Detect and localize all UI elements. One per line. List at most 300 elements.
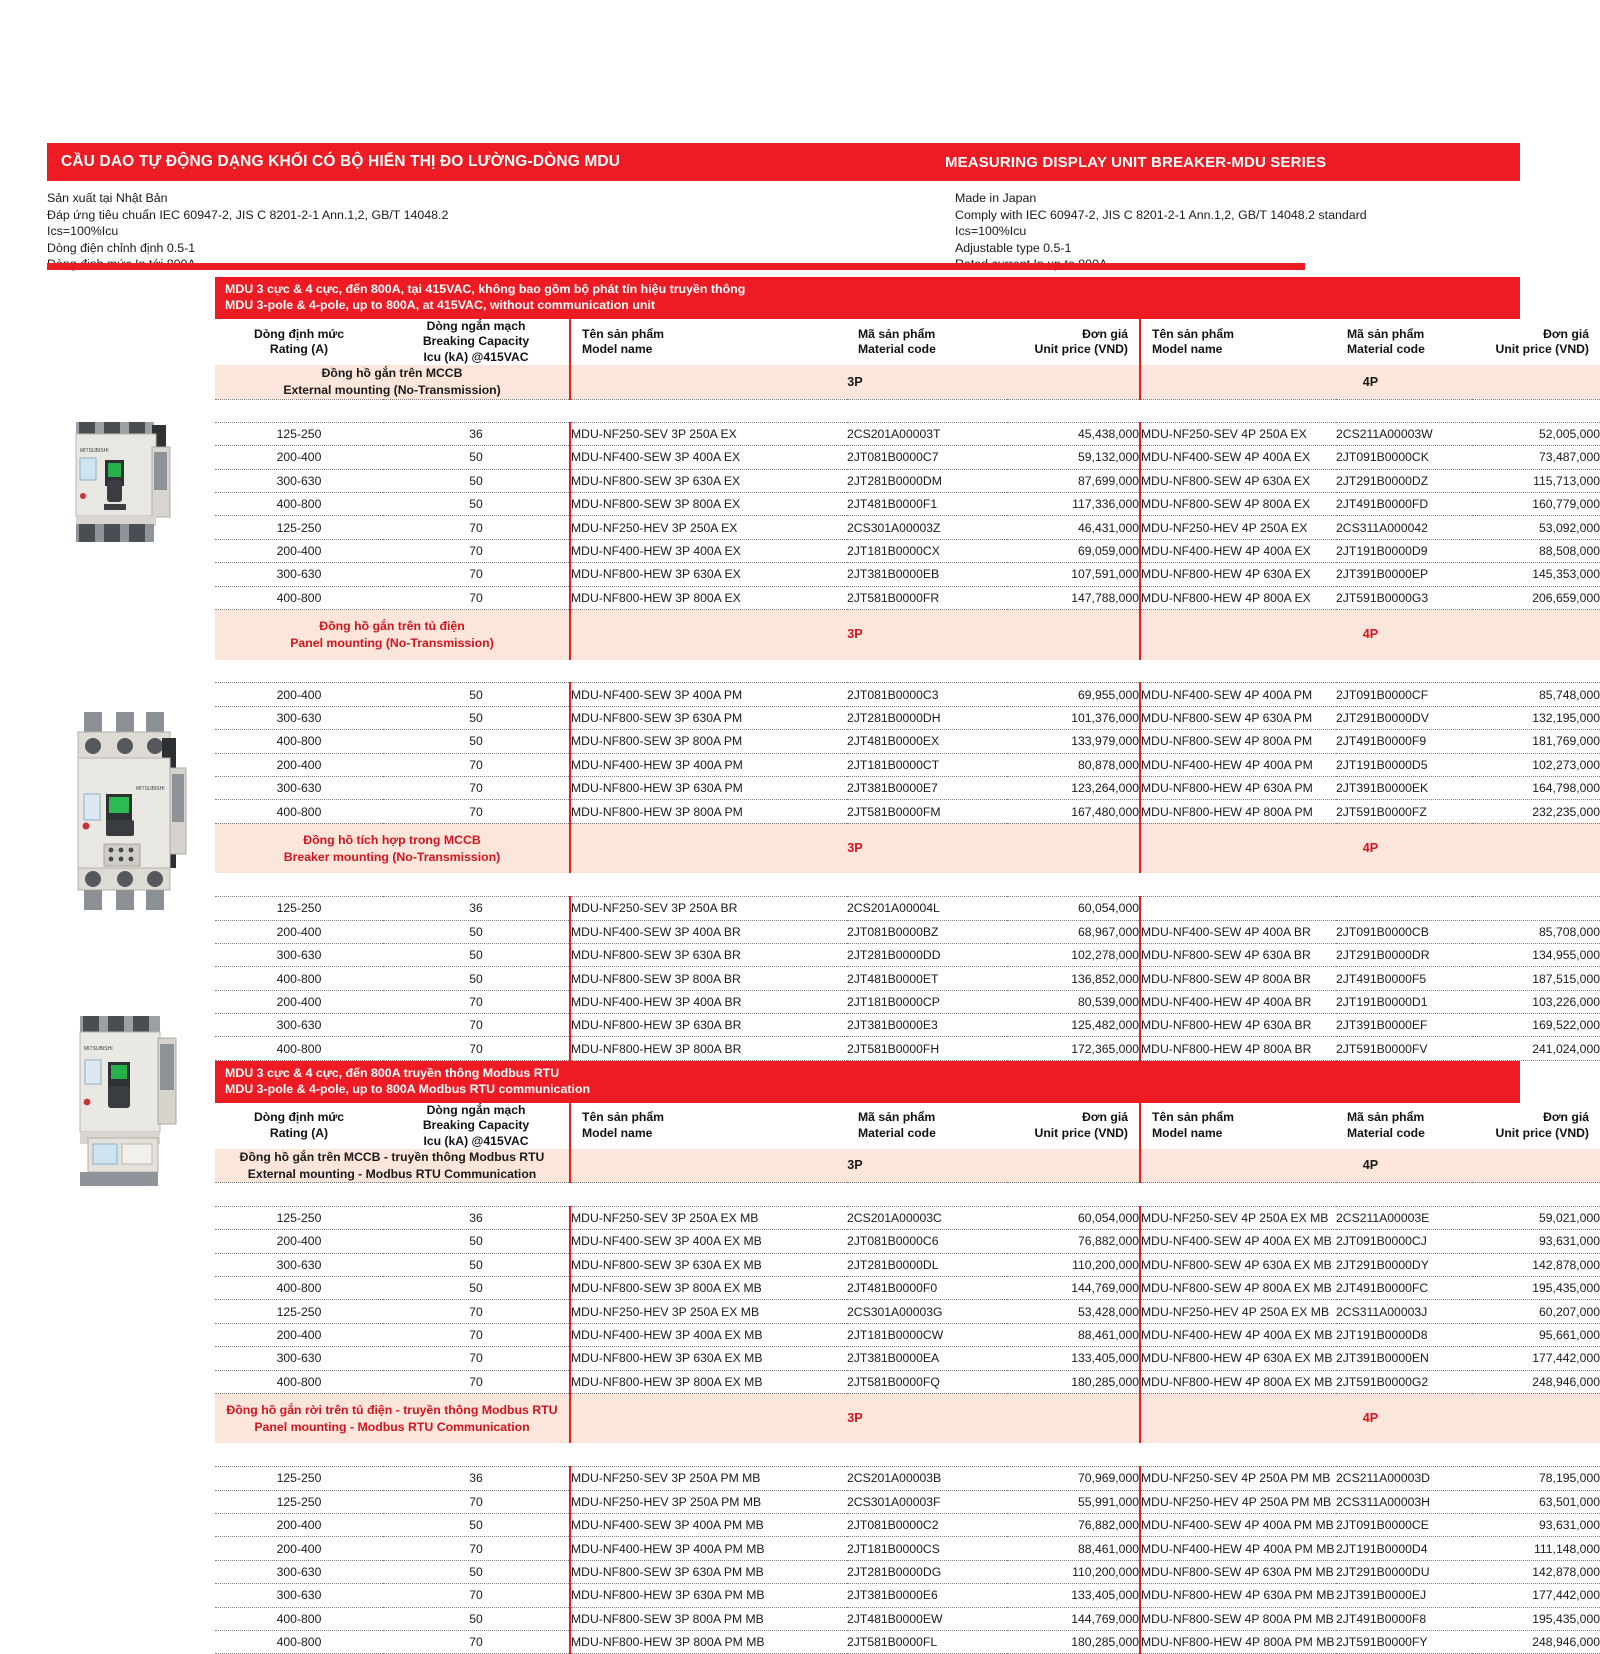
group-band-vi: Đồng hồ tích hợp trong MCCB <box>303 832 481 847</box>
th-code-3p <box>847 319 1007 366</box>
cell-code-4p: 2JT291B0000DV <box>1336 706 1472 729</box>
cell-price-3p: 180,285,000 <box>1007 1370 1140 1393</box>
cell-price-4p: 164,798,000 <box>1472 776 1600 799</box>
cell-code-4p: 2JT391B0000EJ <box>1336 1584 1472 1607</box>
price-tables <box>215 277 1600 1654</box>
table-row[interactable] <box>215 1347 1600 1370</box>
cell-price-4p: 142,878,000 <box>1472 1253 1600 1276</box>
th-breaking <box>383 319 570 366</box>
cell-price-4p: 93,631,000 <box>1472 1514 1600 1537</box>
th2-breaking-en2: Icu (kA) @415VAC <box>423 1133 529 1148</box>
group-rows <box>215 660 1600 824</box>
th-code-3p-vi: Mã sản phẩm <box>858 326 936 341</box>
th2-model-4p <box>1140 1103 1336 1150</box>
group-band-label <box>215 823 570 873</box>
cell-code-3p: 2JT381B0000E7 <box>847 776 1007 799</box>
cell-model-4p: MDU-NF800-HEW 4P 800A PM MB <box>1140 1631 1336 1654</box>
table-2-head <box>215 1103 1600 1150</box>
table-row[interactable] <box>215 516 1600 539</box>
cell-icu: 36 <box>383 1206 570 1229</box>
table-row[interactable] <box>215 1467 1600 1490</box>
cell-icu: 70 <box>383 586 570 609</box>
th2-model-3p-en: Model name <box>582 1125 653 1140</box>
cell-model-4p: MDU-NF800-SEW 4P 800A BR <box>1140 967 1336 990</box>
cell-price-4p: 134,955,000 <box>1472 943 1600 966</box>
cell-code-3p: 2JT181B0000CS <box>847 1537 1007 1560</box>
table-row[interactable] <box>215 683 1600 706</box>
cell-price-3p: 80,878,000 <box>1007 753 1140 776</box>
cell-model-4p: MDU-NF400-HEW 4P 400A BR <box>1140 990 1336 1013</box>
cell-model-4p <box>1140 897 1336 920</box>
table-row[interactable] <box>215 539 1600 562</box>
cell-code-3p: 2JT481B0000EW <box>847 1607 1007 1630</box>
cell-code-4p: 2JT591B0000FY <box>1336 1631 1472 1654</box>
cell-icu: 36 <box>383 1467 570 1490</box>
cell-model-3p: MDU-NF400-SEW 3P 400A PM <box>570 683 847 706</box>
cell-code-4p: 2JT091B0000CB <box>1336 920 1472 943</box>
cell-model-3p: MDU-NF800-HEW 3P 630A PM MB <box>570 1584 847 1607</box>
cell-model-3p: MDU-NF250-SEV 3P 250A BR <box>570 897 847 920</box>
cell-rating: 200-400 <box>215 990 383 1013</box>
th-price-4p-en: Unit price (VND) <box>1495 342 1589 357</box>
table-row[interactable] <box>215 1276 1600 1299</box>
page-title-en: MEASURING DISPLAY UNIT BREAKER-MDU SERIES <box>945 153 1327 171</box>
th2-breaking-vi: Dòng ngắn mạch <box>426 1102 526 1117</box>
cell-model-4p: MDU-NF800-SEW 4P 630A PM <box>1140 706 1336 729</box>
th-model-4p-vi: Tên sản phẩm <box>1152 326 1234 341</box>
section-1-title-en: MDU 3-pole & 4-pole, up to 800A, at 415VAC, without communication unit <box>225 298 656 313</box>
cell-code-3p: 2JT381B0000E3 <box>847 1014 1007 1037</box>
th2-price-3p-vi: Đơn giá <box>1082 1110 1128 1125</box>
cell-model-3p: MDU-NF800-SEW 3P 630A PM <box>570 706 847 729</box>
cell-price-3p: 136,852,000 <box>1007 967 1140 990</box>
th2-model-4p-vi: Tên sản phẩm <box>1152 1110 1234 1125</box>
cell-price-3p: 117,336,000 <box>1007 493 1140 516</box>
cell-code-4p: 2CS211A00003E <box>1336 1206 1472 1229</box>
cell-code-3p: 2JT581B0000FL <box>847 1631 1007 1654</box>
group-band-vi: Đồng hồ gắn rời trên tủ điện - truyền thông Modbus RTU <box>226 1403 558 1418</box>
cell-rating: 125-250 <box>215 422 383 445</box>
table-row[interactable] <box>215 1230 1600 1253</box>
cell-rating: 125-250 <box>215 1300 383 1323</box>
cell-price-3p: 147,788,000 <box>1007 586 1140 609</box>
th2-breaking <box>383 1103 570 1150</box>
group-rows <box>215 1443 1600 1654</box>
table-row[interactable] <box>215 1607 1600 1630</box>
cell-code-3p: 2CS201A00004L <box>847 897 1007 920</box>
cell-price-3p: 46,431,000 <box>1007 516 1140 539</box>
cell-code-4p: 2CS211A00003W <box>1336 422 1472 445</box>
cell-price-4p: 232,235,000 <box>1472 800 1600 823</box>
cell-price-3p: 110,200,000 <box>1007 1253 1140 1276</box>
cell-price-4p: 195,435,000 <box>1472 1607 1600 1630</box>
cell-model-3p: MDU-NF800-HEW 3P 800A BR <box>570 1037 847 1060</box>
cell-rating: 400-800 <box>215 1370 383 1393</box>
th-price-4p-vi: Đơn giá <box>1543 326 1589 341</box>
cell-model-3p: MDU-NF800-HEW 3P 630A BR <box>570 1014 847 1037</box>
group-rows <box>215 1183 1600 1394</box>
th-model-3p <box>570 319 847 366</box>
cell-code-3p: 2JT581B0000FM <box>847 800 1007 823</box>
group-band <box>215 1149 1600 1183</box>
group-band-en: Panel mounting (No-Transmission) <box>290 635 494 650</box>
cell-price-4p: 102,273,000 <box>1472 753 1600 776</box>
th-model-3p-en: Model name <box>582 342 653 357</box>
cell-price-3p: 76,882,000 <box>1007 1230 1140 1253</box>
cell-rating: 400-800 <box>215 1276 383 1299</box>
group-pole-3p: 3P <box>570 1149 1140 1183</box>
cell-price-3p: 88,461,000 <box>1007 1537 1140 1560</box>
cell-model-4p: MDU-NF800-SEW 4P 630A PM MB <box>1140 1560 1336 1583</box>
cell-rating: 300-630 <box>215 1584 383 1607</box>
table-row[interactable] <box>215 1490 1600 1513</box>
cell-code-4p: 2JT591B0000G3 <box>1336 586 1472 609</box>
cell-price-3p: 70,969,000 <box>1007 1467 1140 1490</box>
cell-model-3p: MDU-NF400-HEW 3P 400A EX <box>570 539 847 562</box>
cell-icu: 70 <box>383 776 570 799</box>
cell-rating: 400-800 <box>215 1631 383 1654</box>
cell-code-4p: 2JT491B0000F8 <box>1336 1607 1472 1630</box>
spec-vi-0: Sản xuất tại Nhật Bản <box>47 191 168 205</box>
cell-model-4p: MDU-NF250-HEV 4P 250A PM MB <box>1140 1490 1336 1513</box>
cell-icu: 50 <box>383 943 570 966</box>
cell-rating: 125-250 <box>215 1206 383 1229</box>
cell-price-4p: 59,021,000 <box>1472 1206 1600 1229</box>
cell-rating: 125-250 <box>215 1467 383 1490</box>
cell-icu: 70 <box>383 753 570 776</box>
cell-price-4p: 115,713,000 <box>1472 469 1600 492</box>
cell-code-3p: 2CS201A00003C <box>847 1206 1007 1229</box>
cell-rating: 300-630 <box>215 1560 383 1583</box>
cell-rating: 200-400 <box>215 1323 383 1346</box>
svg-text:MITSUBISHI: MITSUBISHI <box>136 786 165 792</box>
group-band-en: Panel mounting - Modbus RTU Communication <box>254 1419 530 1434</box>
cell-code-4p: 2JT091B0000CJ <box>1336 1230 1472 1253</box>
cell-rating: 300-630 <box>215 1253 383 1276</box>
cell-price-4p: 88,508,000 <box>1472 539 1600 562</box>
th2-rating <box>215 1103 383 1150</box>
group-band-vi: Đồng hồ gắn trên tủ điện <box>319 619 465 634</box>
cell-icu: 70 <box>383 1347 570 1370</box>
cell-code-4p: 2JT291B0000DZ <box>1336 469 1472 492</box>
table-row[interactable] <box>215 730 1600 753</box>
cell-price-3p: 69,955,000 <box>1007 683 1140 706</box>
table-row[interactable] <box>215 990 1600 1013</box>
table-row[interactable] <box>215 1014 1600 1037</box>
cell-code-4p: 2JT591B0000FV <box>1336 1037 1472 1060</box>
group-pole-4p: 4P <box>1140 610 1600 660</box>
table-row[interactable] <box>215 776 1600 799</box>
cell-price-3p: 133,405,000 <box>1007 1347 1140 1370</box>
cell-code-4p: 2JT391B0000EK <box>1336 776 1472 799</box>
cell-code-4p: 2JT191B0000D5 <box>1336 753 1472 776</box>
cell-price-4p: 145,353,000 <box>1472 563 1600 586</box>
cell-model-4p: MDU-NF800-HEW 4P 630A PM <box>1140 776 1336 799</box>
cell-rating: 125-250 <box>215 1490 383 1513</box>
th2-price-4p-en: Unit price (VND) <box>1495 1125 1589 1140</box>
cell-model-3p: MDU-NF800-SEW 3P 800A EX <box>570 493 847 516</box>
cell-rating: 400-800 <box>215 586 383 609</box>
cell-price-3p: 172,365,000 <box>1007 1037 1140 1060</box>
cell-rating: 200-400 <box>215 539 383 562</box>
cell-price-3p: 123,264,000 <box>1007 776 1140 799</box>
table-row[interactable] <box>215 1631 1600 1654</box>
cell-model-4p: MDU-NF400-HEW 4P 400A PM MB <box>1140 1537 1336 1560</box>
cell-price-4p: 85,748,000 <box>1472 683 1600 706</box>
cell-code-4p: 2JT391B0000EF <box>1336 1014 1472 1037</box>
group-pole-3p: 3P <box>570 610 1140 660</box>
cell-icu: 50 <box>383 1560 570 1583</box>
cell-model-3p: MDU-NF250-HEV 3P 250A EX MB <box>570 1300 847 1323</box>
group-pole-4p: 4P <box>1140 1393 1600 1443</box>
cell-model-3p: MDU-NF800-SEW 3P 800A EX MB <box>570 1276 847 1299</box>
th-model-3p-vi: Tên sản phẩm <box>582 326 664 341</box>
cell-price-3p: 87,699,000 <box>1007 469 1140 492</box>
cell-price-3p: 68,967,000 <box>1007 920 1140 943</box>
table-row[interactable] <box>215 753 1600 776</box>
cell-model-3p: MDU-NF400-HEW 3P 400A PM MB <box>570 1537 847 1560</box>
svg-text:MITSUBISHI: MITSUBISHI <box>84 1046 113 1052</box>
cell-price-4p: 132,195,000 <box>1472 706 1600 729</box>
cell-rating: 400-800 <box>215 1037 383 1060</box>
table-row[interactable] <box>215 1253 1600 1276</box>
cell-model-4p: MDU-NF250-HEV 4P 250A EX MB <box>1140 1300 1336 1323</box>
header-divider-rule <box>47 263 1305 270</box>
cell-code-4p: 2JT191B0000D1 <box>1336 990 1472 1013</box>
cell-code-4p: 2CS311A000042 <box>1336 516 1472 539</box>
group-band <box>215 1393 1600 1443</box>
cell-code-4p: 2JT291B0000DR <box>1336 943 1472 966</box>
table-row[interactable] <box>215 920 1600 943</box>
table-row[interactable] <box>215 1584 1600 1607</box>
cell-price-3p: 167,480,000 <box>1007 800 1140 823</box>
cell-code-3p: 2JT181B0000CP <box>847 990 1007 1013</box>
cell-price-3p: 125,482,000 <box>1007 1014 1140 1037</box>
cell-code-3p: 2JT081B0000C6 <box>847 1230 1007 1253</box>
cell-model-4p: MDU-NF400-SEW 4P 400A EX MB <box>1140 1230 1336 1253</box>
cell-price-3p: 133,979,000 <box>1007 730 1140 753</box>
cell-icu: 70 <box>383 990 570 1013</box>
cell-price-4p: 73,487,000 <box>1472 446 1600 469</box>
cell-model-3p: MDU-NF800-SEW 3P 630A EX <box>570 469 847 492</box>
cell-model-3p: MDU-NF800-SEW 3P 800A PM <box>570 730 847 753</box>
spec-vi-2: Ics=100%Icu <box>47 224 119 239</box>
cell-price-4p: 60,207,000 <box>1472 1300 1600 1323</box>
group-band-en: Breaker mounting (No-Transmission) <box>283 849 501 864</box>
table-row[interactable] <box>215 469 1600 492</box>
cell-model-3p: MDU-NF250-SEV 3P 250A PM MB <box>570 1467 847 1490</box>
cell-icu: 50 <box>383 469 570 492</box>
th2-model-3p <box>570 1103 847 1150</box>
cell-code-4p: 2JT491B0000FD <box>1336 493 1472 516</box>
cell-model-4p: MDU-NF400-SEW 4P 400A EX <box>1140 446 1336 469</box>
group-pole-3p: 3P <box>570 1393 1140 1443</box>
table-row[interactable] <box>215 943 1600 966</box>
table-row[interactable] <box>215 1323 1600 1346</box>
table-row[interactable] <box>215 1037 1600 1060</box>
cell-model-3p: MDU-NF800-SEW 3P 630A EX MB <box>570 1253 847 1276</box>
cell-model-4p: MDU-NF400-HEW 4P 400A PM <box>1140 753 1336 776</box>
cell-model-4p: MDU-NF800-HEW 4P 630A EX <box>1140 563 1336 586</box>
cell-icu: 50 <box>383 730 570 753</box>
cell-rating: 300-630 <box>215 943 383 966</box>
table-row[interactable] <box>215 422 1600 445</box>
cell-code-3p: 2CS301A00003G <box>847 1300 1007 1323</box>
cell-code-4p: 2JT391B0000EN <box>1336 1347 1472 1370</box>
table-row[interactable] <box>215 800 1600 823</box>
cell-rating: 300-630 <box>215 776 383 799</box>
cell-code-4p: 2JT391B0000EP <box>1336 563 1472 586</box>
cell-price-3p: 110,200,000 <box>1007 1560 1140 1583</box>
cell-model-4p: MDU-NF800-HEW 4P 800A PM <box>1140 800 1336 823</box>
cell-price-3p: 80,539,000 <box>1007 990 1140 1013</box>
cell-model-4p: MDU-NF800-HEW 4P 630A PM MB <box>1140 1584 1336 1607</box>
th-breaking-en2: Icu (kA) @415VAC <box>423 349 529 364</box>
spec-vi-1: Đáp ứng tiêu chuẩn IEC 60947-2, JIS C 8201-2-1 Ann.1,2, GB/T 14048.2 <box>47 207 449 222</box>
table-row[interactable] <box>215 897 1600 920</box>
cell-rating: 200-400 <box>215 446 383 469</box>
group-rows <box>215 399 1600 610</box>
mccb-external-mounting-photo <box>66 392 188 544</box>
table-row[interactable] <box>215 1370 1600 1393</box>
group-pole-4p: 4P <box>1140 1149 1600 1183</box>
cell-icu: 70 <box>383 1584 570 1607</box>
page-header <box>47 143 1520 273</box>
mccb-panel-mounting-photo <box>66 702 192 916</box>
cell-rating: 200-400 <box>215 753 383 776</box>
cell-rating: 400-800 <box>215 1607 383 1630</box>
table-row[interactable] <box>215 1300 1600 1323</box>
cell-model-4p: MDU-NF400-HEW 4P 400A EX <box>1140 539 1336 562</box>
table-row[interactable] <box>215 446 1600 469</box>
cell-model-4p: MDU-NF800-HEW 4P 800A EX <box>1140 586 1336 609</box>
table-row[interactable] <box>215 706 1600 729</box>
cell-price-4p: 142,878,000 <box>1472 1560 1600 1583</box>
header-bar-vietnamese <box>47 143 932 181</box>
cell-code-3p: 2JT481B0000EX <box>847 730 1007 753</box>
th2-price-3p <box>1007 1103 1140 1150</box>
cell-price-4p: 63,501,000 <box>1472 1490 1600 1513</box>
group-band-label <box>215 1393 570 1443</box>
cell-code-4p: 2CS311A00003J <box>1336 1300 1472 1323</box>
cell-model-3p: MDU-NF800-HEW 3P 630A EX MB <box>570 1347 847 1370</box>
cell-icu: 50 <box>383 920 570 943</box>
table-row[interactable] <box>215 563 1600 586</box>
cell-code-4p: 2JT291B0000DY <box>1336 1253 1472 1276</box>
spec-en-3: Adjustable type 0.5-1 <box>955 240 1072 255</box>
cell-model-3p: MDU-NF800-SEW 3P 630A BR <box>570 943 847 966</box>
cell-model-3p: MDU-NF800-SEW 3P 630A PM MB <box>570 1560 847 1583</box>
cell-icu: 36 <box>383 897 570 920</box>
table-row[interactable] <box>215 1537 1600 1560</box>
cell-code-4p: 2CS211A00003D <box>1336 1467 1472 1490</box>
cell-icu: 50 <box>383 706 570 729</box>
group-band-en: External mounting - Modbus RTU Communication <box>247 1166 537 1181</box>
cell-icu: 50 <box>383 446 570 469</box>
th-model-4p <box>1140 319 1336 366</box>
cell-code-3p: 2JT081B0000C2 <box>847 1514 1007 1537</box>
cell-model-4p: MDU-NF250-HEV 4P 250A EX <box>1140 516 1336 539</box>
cell-code-4p <box>1336 897 1472 920</box>
cell-price-3p: 60,054,000 <box>1007 897 1140 920</box>
cell-rating: 300-630 <box>215 469 383 492</box>
cell-model-4p: MDU-NF800-SEW 4P 800A EX <box>1140 493 1336 516</box>
cell-price-3p: 69,059,000 <box>1007 539 1140 562</box>
cell-code-3p: 2JT281B0000DL <box>847 1253 1007 1276</box>
cell-price-3p: 107,591,000 <box>1007 563 1140 586</box>
cell-price-4p: 248,946,000 <box>1472 1631 1600 1654</box>
cell-code-3p: 2JT081B0000BZ <box>847 920 1007 943</box>
cell-model-4p: MDU-NF800-HEW 4P 630A BR <box>1140 1014 1336 1037</box>
th-breaking-vi: Dòng ngắn mạch <box>426 318 526 333</box>
cell-code-3p: 2CS301A00003Z <box>847 516 1007 539</box>
cell-model-3p: MDU-NF250-SEV 3P 250A EX <box>570 422 847 445</box>
spec-en-2: Ics=100%Icu <box>955 224 1027 239</box>
cell-price-4p: 181,769,000 <box>1472 730 1600 753</box>
cell-code-4p: 2JT291B0000DU <box>1336 1560 1472 1583</box>
th2-code-4p <box>1336 1103 1472 1150</box>
cell-price-4p: 177,442,000 <box>1472 1584 1600 1607</box>
cell-code-3p: 2JT381B0000EA <box>847 1347 1007 1370</box>
header-spec-block <box>47 190 1520 273</box>
th2-price-4p <box>1472 1103 1600 1150</box>
cell-price-3p: 144,769,000 <box>1007 1607 1140 1630</box>
cell-price-4p: 78,195,000 <box>1472 1467 1600 1490</box>
cell-rating: 200-400 <box>215 920 383 943</box>
table-row[interactable] <box>215 493 1600 516</box>
group-band-en: External mounting (No-Transmission) <box>283 382 501 397</box>
cell-rating: 400-800 <box>215 800 383 823</box>
table-row[interactable] <box>215 967 1600 990</box>
cell-code-3p: 2JT281B0000DH <box>847 706 1007 729</box>
cell-model-4p: MDU-NF800-SEW 4P 630A BR <box>1140 943 1336 966</box>
th-price-3p-vi: Đơn giá <box>1082 326 1128 341</box>
cell-model-3p: MDU-NF800-SEW 3P 800A PM MB <box>570 1607 847 1630</box>
th-price-3p <box>1007 319 1140 366</box>
spec-list-en <box>955 190 1520 273</box>
th-breaking-en1: Breaking Capacity <box>422 334 530 349</box>
group-pole-3p: 3P <box>570 365 1140 399</box>
cell-code-4p: 2JT191B0000D9 <box>1336 539 1472 562</box>
cell-model-4p: MDU-NF250-SEV 4P 250A EX MB <box>1140 1206 1336 1229</box>
cell-code-3p: 2JT381B0000E6 <box>847 1584 1007 1607</box>
cell-price-4p: 177,442,000 <box>1472 1347 1600 1370</box>
cell-code-3p: 2JT081B0000C3 <box>847 683 1007 706</box>
th-code-3p-en: Material code <box>858 342 936 357</box>
cell-model-4p: MDU-NF400-SEW 4P 400A PM MB <box>1140 1514 1336 1537</box>
cell-model-4p: MDU-NF400-SEW 4P 400A BR <box>1140 920 1336 943</box>
group-pole-4p: 4P <box>1140 823 1600 873</box>
cell-price-3p: 53,428,000 <box>1007 1300 1140 1323</box>
group-band-label <box>215 1149 570 1183</box>
header-bar-english <box>932 143 1520 181</box>
cell-rating: 125-250 <box>215 516 383 539</box>
cell-model-3p: MDU-NF250-HEV 3P 250A PM MB <box>570 1490 847 1513</box>
cell-icu: 50 <box>383 493 570 516</box>
table-row[interactable] <box>215 1560 1600 1583</box>
th-code-4p-en: Material code <box>1347 342 1425 357</box>
cell-code-3p: 2JT381B0000EB <box>847 563 1007 586</box>
table-row[interactable] <box>215 1206 1600 1229</box>
cell-price-4p: 85,708,000 <box>1472 920 1600 943</box>
cell-price-4p: 187,515,000 <box>1472 967 1600 990</box>
table-row[interactable] <box>215 1514 1600 1537</box>
cell-price-4p: 111,148,000 <box>1472 1537 1600 1560</box>
cell-model-4p: MDU-NF250-SEV 4P 250A EX <box>1140 422 1336 445</box>
table-row[interactable] <box>215 586 1600 609</box>
cell-model-4p: MDU-NF800-SEW 4P 800A PM MB <box>1140 1607 1336 1630</box>
cell-icu: 70 <box>383 1037 570 1060</box>
